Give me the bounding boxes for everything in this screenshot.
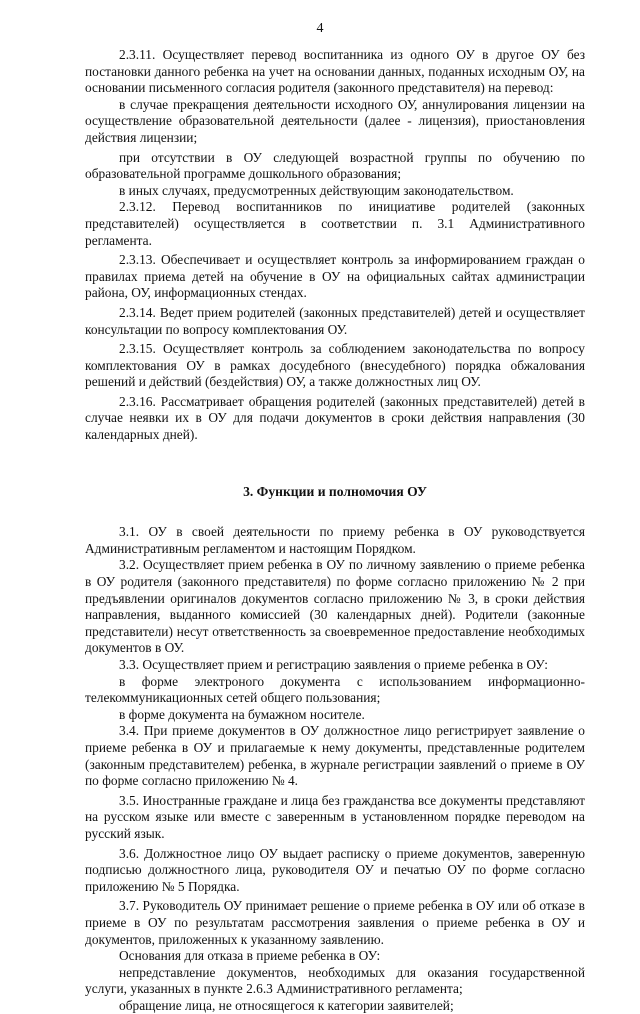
- document-body: [85, 47, 585, 1014]
- paragraph: 3.5. Иностранные граждане и лица без гражданства все документы представляют на русском языке или вместе с заверенным в установленном порядке переводом на русский язык.: [85, 792, 585, 841]
- paragraph: 2.3.14. Ведет прием родителей (законных представителей) детей и осуществляет консультации по вопросу комплектования ОУ.: [85, 304, 585, 337]
- paragraph: в иных случаях, предусмотренных действующим законодательством.: [119, 182, 514, 198]
- paragraph: при отсутствии в ОУ следующей возрастной группы по обучению по образовательной программе дошкольного образования;: [85, 149, 585, 182]
- bottom-paragraphs: [85, 524, 585, 1014]
- paragraph: Основания для отказа в приеме ребенка в ОУ:: [119, 948, 381, 964]
- paragraph: в форме документа на бумажном носителе.: [119, 706, 365, 722]
- page-number: 4: [316, 21, 324, 36]
- section-heading: 3. Функции и полномочия ОУ: [243, 483, 427, 499]
- paragraph: 3.3. Осуществляет прием и регистрацию заявления о приеме ребенка в ОУ:: [119, 657, 549, 672]
- paragraph: 2.3.16. Рассматривает обращения родителей (законных представителей) детей в случае неявки их в ОУ для подачи документов в сроки действия направления (30 календарных дней).: [85, 393, 585, 443]
- paragraph: непредставление документов, необходимых для оказания государственной услуги, указанных в пункте 2.6.3 Административного регламента;: [85, 964, 585, 997]
- paragraph: 3.1. ОУ в своей деятельности по приему ребенка в ОУ руководствуется Административным регламентом и настоящим Порядком.: [85, 524, 585, 556]
- paragraph: в случае прекращения деятельности исходного ОУ, аннулирования лицензии на осуществление образовательной деятельности (далее - лицензия), приостановления действия лицензии;: [85, 96, 585, 145]
- paragraph: 3.6. Должностное лицо ОУ выдает расписку о приеме документов, заверенную подписью должностного лица, руководителя ОУ и печатью ОУ по форме согласно приложению № 5 Порядка.: [85, 845, 585, 894]
- top-paragraphs: [85, 47, 585, 444]
- paragraph: 3.4. При приеме документов в ОУ должностное лицо регистрирует заявление о приеме ребенка в ОУ и прилагаемые к нему документы, представленные родителем (законным представителем) ребенка, в журнале регистрации заявлений о приеме в ОУ по форме согласно приложению № 4.: [85, 723, 585, 789]
- paragraph: 2.3.12. Перевод воспитанников по инициативе родителей (законных представителей) осуществляется в соответствии п. 3.1 Административного регламента.: [85, 199, 585, 248]
- paragraph: 2.3.15. Осуществляет контроль за соблюдением законодательства по вопросу комплектования ОУ в рамках досудебного (внесудебного) порядка обжалования решений и действий (бездействия) ОУ, а также должностных лиц ОУ.: [85, 341, 585, 390]
- paragraph: обращение лица, не относящегося к категории заявителей;: [119, 997, 454, 1013]
- paragraph: 2.3.13. Обеспечивает и осуществляет контроль за информированием граждан о правилах приема детей на обучение в ОУ на официальных сайтах администрации района, ОУ, информационных стендах.: [85, 252, 585, 301]
- paragraph: 3.7. Руководитель ОУ принимает решение о приеме ребенка в ОУ или об отказе в приеме в ОУ по результатам рассмотрения заявления о приеме ребенка в ОУ и документов, приложенных к указанному заявлению.: [85, 898, 585, 947]
- paragraph: 2.3.11. Осуществляет перевод воспитанника из одного ОУ в другое ОУ без постановки данного ребенка на учет на основании данных, поданных исходным ОУ, на основании письменного согласия родителя (законного представителя) на перевод:: [85, 47, 585, 96]
- paragraph: в форме электроного документа с использованием информационно-телекоммуникационных сетей общего пользования;: [85, 673, 585, 706]
- paragraph: 3.2. Осуществляет прием ребенка в ОУ по личному заявлению о приеме ребенка в ОУ родителя (законного представителя) по форме согласно приложению № 2 при предъявлении оригиналов документов согласно приложению № 3, в сроки действия направления, выданного комиссией (30 календарных дней). Родители (законные представители) несут ответственность за своевременное предоставление необходимых документов в ОУ.: [85, 557, 585, 656]
